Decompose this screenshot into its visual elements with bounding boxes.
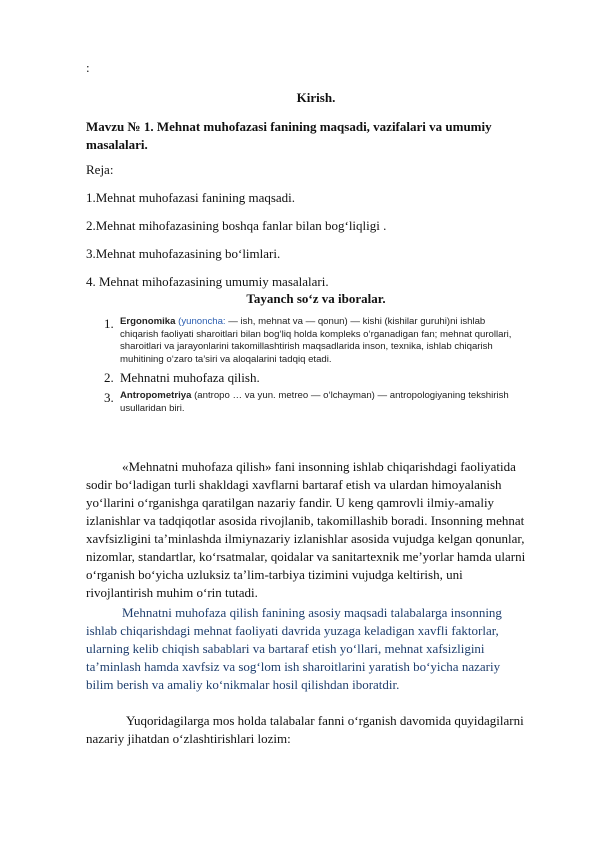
term-text: Mehnatni muhofaza qilish. [120, 370, 260, 386]
term-definition: — ish, mehnat va — qonun) — kishi (kishilar guruhi)ni ishlab chiqarish faoliyati sharoitlari bilan bog‘liq holda kompleks o‘rganadigan fan; mehnat qurollari, sharoitlari va jarayonlarini takomillashtirish maqsadlarida inson, texnika, ishlab chiqarish muhitining o‘zaro ta’siri va aloqalarini tadqiq etadi. [120, 316, 512, 365]
term-name: Ergonomika [120, 316, 176, 327]
term-item [104, 316, 524, 366]
paragraph-text: Yuqoridagilarga mos holda talabalar fanni o‘rganish davomida quyidagilarni nazariy jihatdan o‘zlashtirishlari lozim: [86, 713, 524, 746]
term-text [120, 316, 524, 366]
term-definition: (antropo … va yun. metreo — o‘lchayman) — antropologiyaning tekshirish usullaridan biri. [120, 390, 509, 414]
term-text [120, 390, 524, 415]
leading-colon: : [86, 60, 90, 75]
plan-item: 2.Mehnat mihofazasining boshqa fanlar bilan bog‘liqligi . [86, 218, 387, 233]
term-item [104, 390, 524, 415]
term-number: 3. [104, 390, 114, 406]
term-name: Antropometriya [120, 390, 192, 402]
paragraph-text: «Mehnatni muhofaza qilish» fani insonning ishlab chiqarishdagi faoliyatida sodir bo‘ladigan turli shakldagi xavflarni bartaraf etish va ulardan himoyalanish yo‘llarini o‘rganishga qaratilgan nazariy fandir. U keng qamrovli ilmiy-amaliy izlanishlar va tadqiqotlar asosida rivojlanib, takomillashib boradi. Insonning mehnat xavfsizligini ta’minlashda ilmiynazariy izlanishlar asosida vujudga kelgan qonunlar, nizomlar, standartlar, ko‘rsatmalar, qoidalar va sanitartexnik me’yorlar hamda ularni o‘rganish bo‘yicha uzluksiz ta’lim-tarbiya tizimini vujudga keltirish, uni rivojlantirish muhim o‘rin tutadi. [86, 459, 526, 600]
term-number: 1. [104, 316, 114, 331]
term-number: 2. [104, 370, 114, 386]
keywords-heading: Tayanch so‘z va iboralar. [246, 291, 386, 306]
topic-heading: Mavzu № 1. Mehnat muhofazasi fanining maqsadi, vazifalari va umumiy masalalari. [86, 119, 492, 152]
term-origin: (yunoncha: [178, 316, 226, 327]
page-title: Kirish. [296, 90, 336, 105]
body-paragraph [86, 604, 526, 694]
terms-list [104, 316, 524, 420]
plan-item: 3.Mehnat muhofazasining bo‘limlari. [86, 246, 281, 261]
term-item [104, 370, 524, 386]
paragraph-text: Mehnatni muhofaza qilish fanining asosiy maqsadi talabalarga insonning ishlab chiqarishdagi mehnat faoliyati davrida yuzaga keladigan xavfli faktorlar, ularning kelib chiqish sabablari va bartaraf etish yo‘llari, mehnat xafsizligini ta’minlash hamda xavfsiz va sog‘lom ish sharoitlarini yaratish bo‘yicha nazariy bilim berish va amaliy ko‘nikmalar hosil qilishdan iboratdir. [86, 605, 502, 692]
body-paragraph [86, 712, 526, 748]
plan-item: 1.Mehnat muhofazasi fanining maqsadi. [86, 190, 296, 205]
plan-heading: Reja: [86, 162, 114, 177]
body-paragraph [86, 458, 526, 602]
plan-item: 4. Mehnat mihofazasining umumiy masalalari. [86, 274, 329, 289]
